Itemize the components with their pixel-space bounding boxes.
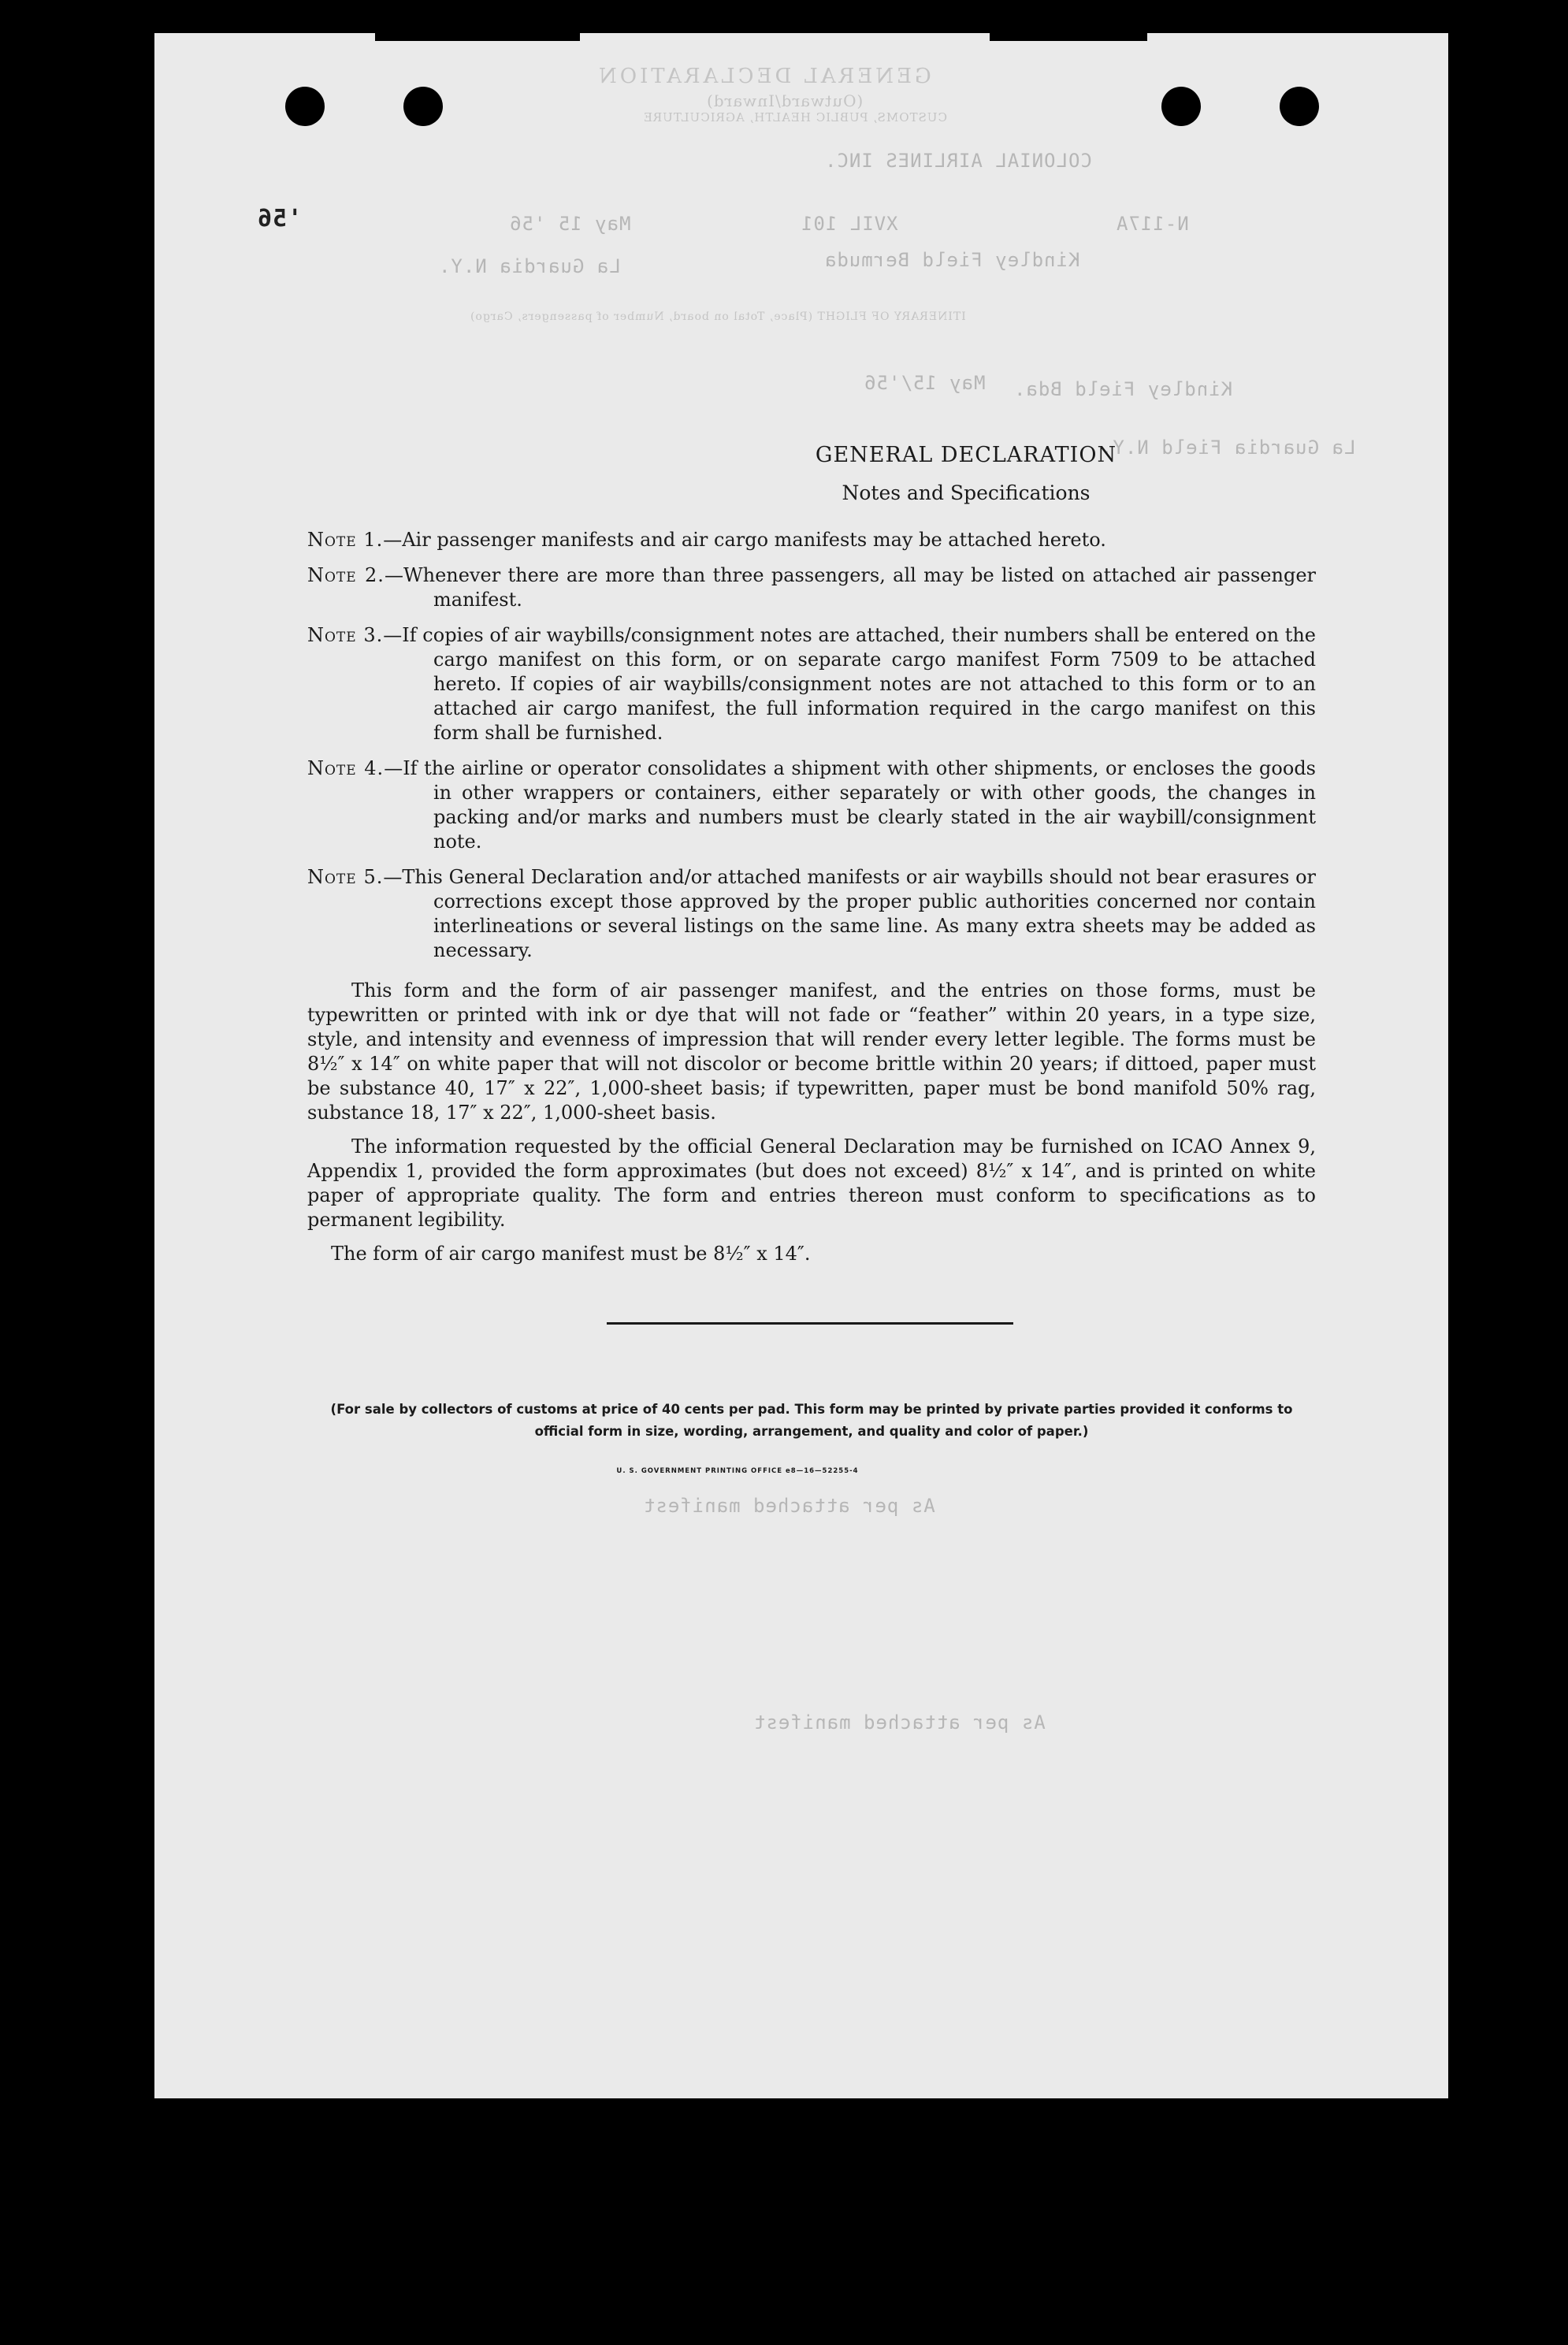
page-edge-notch [990, 33, 1147, 41]
paragraph-icao: The information requested by the official General Declaration may be furnished on ICAO Annex 9, Appendix 1, provided the form approximates (but does not exceed) 8½″ x 14″, and is printed on white paper of appropriate quality. The form and entries thereon must conform to specifications as to permanent legibility. [307, 1135, 1316, 1231]
note-5 [307, 865, 1316, 963]
show-through-agencies: CUSTOMS, PUBLIC HEALTH, AGRICULTURE [643, 110, 947, 124]
note-4 [307, 756, 1316, 854]
show-through-cargo1: As per attached manifest [643, 1495, 935, 1517]
show-through-date-mark: '56 [257, 205, 303, 232]
show-through-date: May 15 '56 [509, 213, 631, 235]
note-text: —Air passenger manifests and air cargo manifests may be attached hereto. [383, 529, 1106, 551]
heading-block [659, 443, 1273, 504]
note-3 [307, 623, 1316, 745]
show-through-aircraft: N-117A [1116, 213, 1189, 235]
document-page [154, 33, 1448, 2098]
divider-line [607, 1322, 1013, 1325]
show-through-cargo2: As per attached manifest [753, 1711, 1046, 1734]
notes-section [307, 528, 1316, 1276]
show-through-flight: XVIL 101 [801, 213, 898, 235]
note-2 [307, 563, 1316, 612]
paragraph-form-requirements: This form and the form of air passenger manifest, and the entries on those forms, must be typewritten or printed with ink or dye that will not fade or “feather” within 20 years, in a type size, style, and intensity and evenness of impression that will render every letter legible. The forms must be 8½″ x 14″ on white paper that will not discolor or become brittle within 20 years; if dittoed, paper must be substance 40, 17″ x 22″, 1,000-sheet basis; if typewritten, paper must be bond manifold 50% rag, substance 18, 17″ x 22″, 1,000-sheet basis. [307, 979, 1316, 1124]
document-subtitle: Notes and Specifications [842, 481, 1091, 504]
show-through-title: GENERAL DECLARATION [596, 65, 931, 88]
note-label: Note 3. [307, 624, 384, 646]
punch-hole [403, 87, 443, 126]
note-text: —If the airline or operator consolidates a shipment with other shipments, or encloses the goods in other wrappers or containers, either separately or with other goods, the changes in packing and/or marks and numbers must be clearly stated in the air waybill/consignment note. [384, 757, 1317, 853]
show-through-date1: May 15/'56 [864, 372, 986, 394]
show-through-subtitle: (Outward/Inward) [706, 91, 864, 110]
show-through-departure: Kindley Field Bermuda [824, 249, 1080, 271]
page-edge-notch [375, 33, 580, 41]
note-1 [307, 528, 1316, 552]
show-through-itinerary: ITINERARY OF FLIGHT (Place, Total on board, Number of passengers, Cargo) [470, 310, 966, 323]
sale-notice: (For sale by collectors of customs at price of 40 cents per pad. This form may be printed by private parties provided it conforms to official form in size, wording, arrangement, and quality and color of paper.) [330, 1402, 1293, 1439]
note-label: Note 5. [307, 866, 384, 888]
show-through-arrival: La Guardia N.Y. [438, 255, 621, 277]
note-text: —This General Declaration and/or attached manifests or air waybills should not bear erasures or corrections except those approved by the proper public authorities concerned nor contain interlineations or several listings on the same line. As many extra sheets may be added as necessary. [383, 866, 1317, 961]
show-through-operator: COLONIAL AIRLINES INC. [824, 150, 1092, 172]
printer-line: U. S. GOVERNMENT PRINTING OFFICE e8—16—52255-4 [616, 1467, 859, 1475]
punch-hole [1280, 87, 1319, 126]
document-title: GENERAL DECLARATION [815, 443, 1117, 467]
note-text: —Whenever there are more than three passengers, all may be listed on attached air passenger manifest. [384, 564, 1317, 611]
punch-hole [285, 87, 325, 126]
note-text: —If copies of air waybills/consignment notes are attached, their numbers shall be entered on the cargo manifest on this form, or on separate cargo manifest Form 7509 to be attached hereto. If copies of air waybills/consignment notes are not attached to this form or to an attached air cargo manifest, the full information required in the cargo manifest on this form shall be furnished. [383, 624, 1317, 744]
note-label: Note 4. [307, 757, 385, 779]
note-label: Note 1. [307, 529, 384, 551]
note-label: Note 2. [307, 564, 385, 586]
show-through-place2: La Guardia Field N.Y. [1100, 437, 1356, 459]
paragraph-cargo-manifest: The form of air cargo manifest must be 8½″ x 14″. [331, 1243, 811, 1265]
punch-hole [1161, 87, 1201, 126]
show-through-place1: Kindley Field Bda. [1013, 378, 1233, 400]
